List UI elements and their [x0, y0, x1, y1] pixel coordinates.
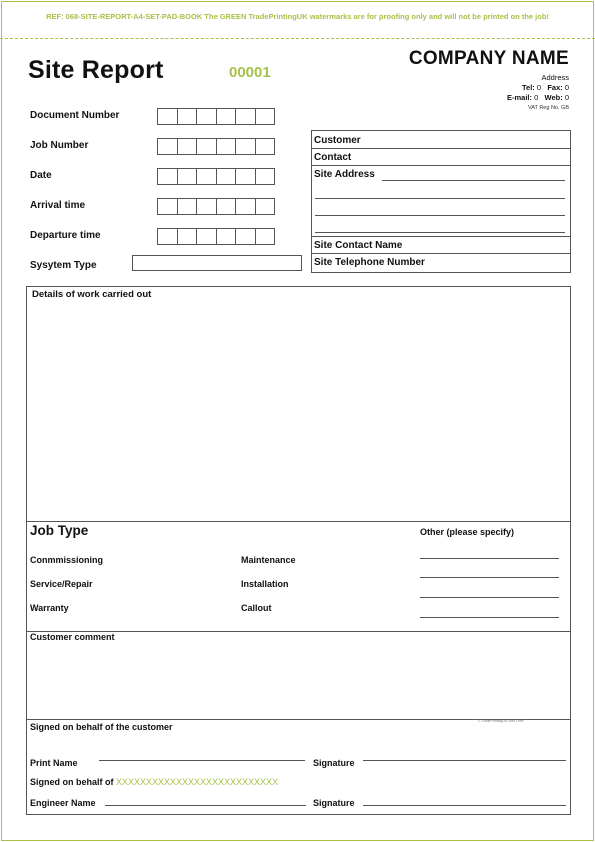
date-label: Date — [30, 170, 52, 181]
document-serial-number: 00001 — [229, 64, 271, 81]
company-email-web — [369, 93, 569, 103]
site-contact-divider — [312, 253, 570, 254]
site-address-line[interactable] — [315, 215, 565, 216]
fax-value: 0 — [564, 83, 569, 92]
fax-label: Fax: — [547, 83, 563, 92]
document-number-label: Document Number — [30, 110, 120, 121]
job-number-boxes[interactable] — [157, 138, 274, 155]
site-telephone-label: Site Telephone Number — [314, 257, 425, 268]
arrival-time-boxes[interactable] — [157, 198, 274, 215]
customer-signature-line[interactable] — [363, 760, 566, 761]
engineer-name-label: Engineer Name — [30, 798, 96, 808]
system-type-field[interactable] — [132, 255, 302, 271]
site-address-line[interactable] — [315, 232, 565, 233]
document-number-boxes[interactable] — [157, 108, 274, 125]
job-type-title: Job Type — [30, 523, 89, 538]
system-type-label: Sysytem Type — [30, 260, 97, 271]
job-type-commissioning[interactable]: Conmmissioning — [30, 555, 104, 565]
signed-customer-label: Signed on behalf of the customer — [30, 722, 173, 732]
signed-behalf-of-text: Signed on behalf of — [30, 777, 114, 787]
email-value: 0 — [534, 93, 539, 102]
customer-comment-label: Customer comment — [30, 632, 115, 642]
contact-divider — [312, 165, 570, 166]
site-address-label: Site Address — [314, 169, 375, 180]
details-divider — [27, 521, 570, 522]
job-number-label: Job Number — [30, 140, 89, 151]
print-name-label: Print Name — [30, 758, 78, 768]
arrival-time-label: Arrival time — [30, 200, 86, 211]
company-address: Address — [541, 73, 569, 82]
job-type-warranty[interactable]: Warranty — [30, 603, 69, 613]
print-name-line[interactable] — [99, 760, 305, 761]
engineer-name-line[interactable] — [105, 805, 306, 806]
web-label: Web: — [544, 93, 563, 102]
web-value: 0 — [564, 93, 569, 102]
other-specify-line[interactable] — [420, 617, 559, 618]
site-address-line[interactable] — [382, 180, 565, 181]
signature-label: Signature — [313, 758, 355, 768]
other-specify-line[interactable] — [420, 558, 559, 559]
customer-box — [311, 130, 571, 273]
engineer-signature-line[interactable] — [363, 805, 566, 806]
engineer-signature-label: Signature — [313, 798, 355, 808]
departure-time-label: Departure time — [30, 230, 101, 241]
company-placeholder: XXXXXXXXXXXXXXXXXXXXXXXXXXX — [116, 777, 279, 787]
printer-credit: © TradePrintingUK.com • Ref — [478, 719, 524, 723]
customer-label: Customer — [314, 135, 361, 146]
page-title: Site Report — [28, 56, 164, 84]
site-address-line[interactable] — [315, 198, 565, 199]
departure-time-boxes[interactable] — [157, 228, 274, 245]
main-form-box — [26, 286, 571, 815]
contact-label: Contact — [314, 152, 352, 163]
tel-label: Tel: — [522, 83, 535, 92]
company-tel-fax — [369, 83, 569, 93]
job-type-service-repair[interactable]: Service/Repair — [30, 579, 93, 589]
vat-reg-number: VAT Reg No. GB — [528, 105, 569, 111]
details-of-work-label: Details of work carried out — [32, 289, 152, 300]
signed-behalf-of-label — [30, 777, 278, 787]
email-label: E-mail: — [506, 93, 532, 102]
other-specify-line[interactable] — [420, 577, 559, 578]
job-type-installation[interactable]: Installation — [241, 579, 289, 589]
other-specify-line[interactable] — [420, 597, 559, 598]
job-type-callout[interactable]: Callout — [241, 603, 272, 613]
site-contact-name-label: Site Contact Name — [314, 240, 403, 251]
date-boxes[interactable] — [157, 168, 274, 185]
job-type-other-label: Other (please specify) — [420, 527, 515, 537]
site-address-divider — [312, 236, 570, 237]
tel-value: 0 — [536, 83, 542, 92]
company-name: COMPANY NAME — [408, 48, 569, 69]
proof-reference-line: REF: 068-SITE-REPORT-A4-SET-PAD-BOOK The GREEN TradePrintingUK watermarks are for proofing only and will not be printed on the job! — [46, 12, 549, 21]
job-type-maintenance[interactable]: Maintenance — [241, 555, 296, 565]
customer-divider — [312, 148, 570, 149]
cut-line — [0, 38, 595, 39]
